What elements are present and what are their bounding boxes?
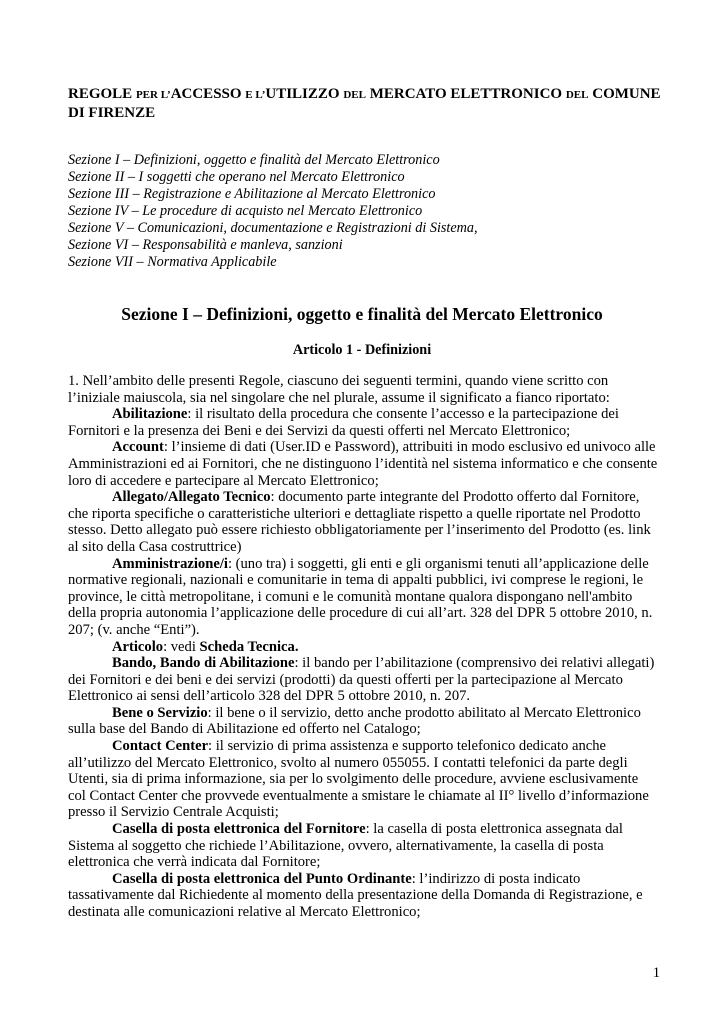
title-word: ACCESSO bbox=[170, 86, 242, 102]
toc-item: Sezione III – Registrazione e Abilitazione al Mercato Elettronico bbox=[68, 186, 436, 202]
title-word: MERCATO ELETTRONICO bbox=[369, 86, 563, 102]
toc-item: Sezione VI – Responsabilità e manleva, sanzioni bbox=[68, 237, 343, 253]
definition-item bbox=[68, 738, 658, 821]
definition-item bbox=[68, 655, 658, 705]
definition-text: : (uno tra) i soggetti, gli enti e gli organismi tenuti all’applicazione delle normative regionali, nazionali e comunitarie in tema di appalti pubblici, ivi comprese le regioni, le province, le città metropolitane, i comuni e le comunità montane qualora dispongano nell'ambito della propria autonomia l’applicazione delle procedure di cui all’art. 328 del DPR 5 ottobre 2010, n. 207; (v. anche “Enti”). bbox=[68, 555, 653, 638]
definition-item bbox=[68, 489, 658, 555]
definition-term: Contact Center bbox=[112, 738, 209, 755]
title-word: DEL bbox=[565, 89, 589, 101]
toc-item: Sezione VII – Normativa Applicabile bbox=[68, 254, 277, 270]
title-word: REGOLE bbox=[68, 86, 133, 102]
definition-text: : il servizio di prima assistenza e supporto telefonico dedicato anche all’utilizzo del Mercato Elettronico, svolto al numero 055055. I contatti telefonici da parte degli Utenti, sia di prima informazione, sia per lo svolgimento delle procedure, avviene esclusivamente col Contact Center che provvede eventualmente a smistare le chiamate al II° livello d’informazione presso il Servizio Centrale Acquisti; bbox=[68, 738, 649, 821]
definition-term: Allegato/Allegato Tecnico bbox=[112, 489, 271, 506]
title-word: DEL bbox=[343, 89, 366, 101]
definition-text: : vedi bbox=[163, 638, 200, 655]
toc-item: Sezione II – I soggetti che operano nel Mercato Elettronico bbox=[68, 169, 405, 185]
definition-text: : il bene o il servizio, detto anche prodotto abilitato al Mercato Elettronico sulla base del Bando di Abilitazione ed offerto nel Catalogo; bbox=[68, 704, 641, 738]
definition-item bbox=[68, 556, 658, 639]
title-word: PER L’ bbox=[135, 89, 171, 101]
article-body bbox=[68, 373, 658, 921]
definition-term: Amministrazione/i bbox=[112, 555, 228, 572]
definition-item bbox=[68, 871, 658, 921]
toc-item: Sezione V – Comunicazioni, documentazione e Registrazioni di Sistema, bbox=[68, 220, 478, 236]
title-word: UTILIZZO bbox=[265, 86, 340, 102]
definition-text: : il risultato della procedura che consente l’accesso e la partecipazione dei Fornitori e la presenza dei Beni e dei Servizi da questi offerti nel Mercato Elettronico; bbox=[68, 406, 619, 439]
definition-term: Abilitazione bbox=[112, 406, 188, 423]
title-word: E L’ bbox=[245, 89, 266, 101]
definition-term: Casella di posta elettronica del Punto Ordinante bbox=[112, 870, 412, 887]
toc-item: Sezione IV – Le procedure di acquisto nel Mercato Elettronico bbox=[68, 203, 423, 219]
definition-text: : l’insieme di dati (User.ID e Password), attribuiti in modo esclusivo ed univoco alle Amministrazioni ed ai Fornitori, che ne distinguono l’identità nel sistema informatico e che consente loro di accedere e partecipare al Mercato Elettronico; bbox=[68, 439, 658, 489]
definition-text: : documento parte integrante del Prodotto offerto dal Fornitore, che riporta specifiche o caratteristiche ulteriori e dettagliate rispetto a quelle riportate nel Prodotto stesso. Detto allegato può essere richiesto obbligatoriamente per l’inserimento del Prodotto (es. link al sito della Casa costruttrice) bbox=[68, 489, 651, 555]
title-word: COMUNE DI FIRENZE bbox=[68, 86, 661, 121]
article-heading: Articolo 1 - Definizioni bbox=[292, 342, 432, 358]
definition-term: Casella di posta elettronica del Fornitore bbox=[112, 821, 366, 838]
definition-term: Account bbox=[112, 439, 164, 456]
definition-item bbox=[68, 639, 658, 656]
document-title bbox=[68, 85, 668, 122]
definition-item bbox=[68, 439, 658, 489]
definition-term: Bando, Bando di Abilitazione bbox=[112, 655, 295, 672]
definition-item bbox=[68, 705, 658, 738]
toc-item: Sezione I – Definizioni, oggetto e finalità del Mercato Elettronico bbox=[68, 152, 440, 168]
definition-text: : la casella di posta elettronica assegnata dal Sistema al soggetto che richiede l’Abilitazione, ovvero, alternativamente, la casella di posta elettronica che verrà indicata dal Fornitore; bbox=[68, 821, 623, 871]
definition-reference: Scheda Tecnica. bbox=[199, 638, 299, 655]
definition-text: : l’indirizzo di posta indicato tassativamente dal Richiedente al momento della presentazione della Domanda di Registrazione, e destinata alle comunicazioni relative al Mercato Elettronico; bbox=[68, 870, 643, 920]
page-number: 1 bbox=[652, 965, 660, 981]
definition-item bbox=[68, 406, 658, 439]
table-of-contents bbox=[68, 152, 668, 271]
definition-term: Articolo bbox=[112, 638, 164, 655]
section-heading: Sezione I – Definizioni, oggetto e finalità del Mercato Elettronico bbox=[121, 304, 603, 324]
definition-term: Bene o Servizio bbox=[112, 704, 208, 721]
definition-text: : il bando per l’abilitazione (comprensivo dei relativi allegati) dei Fornitori e dei beni e dei servizi (prodotti) da questi offerti per la partecipazione al Mercato Elettronico ai sensi dell’articolo 328 del DPR 5 ottobre 2010, n. 207. bbox=[68, 655, 655, 705]
intro-paragraph: 1. Nell’ambito delle presenti Regole, ciascuno dei seguenti termini, quando viene scritto con l’iniziale maiuscola, sia nel singolare che nel plurale, assume il significato a fianco riportato: bbox=[68, 373, 610, 406]
definition-item bbox=[68, 821, 658, 871]
